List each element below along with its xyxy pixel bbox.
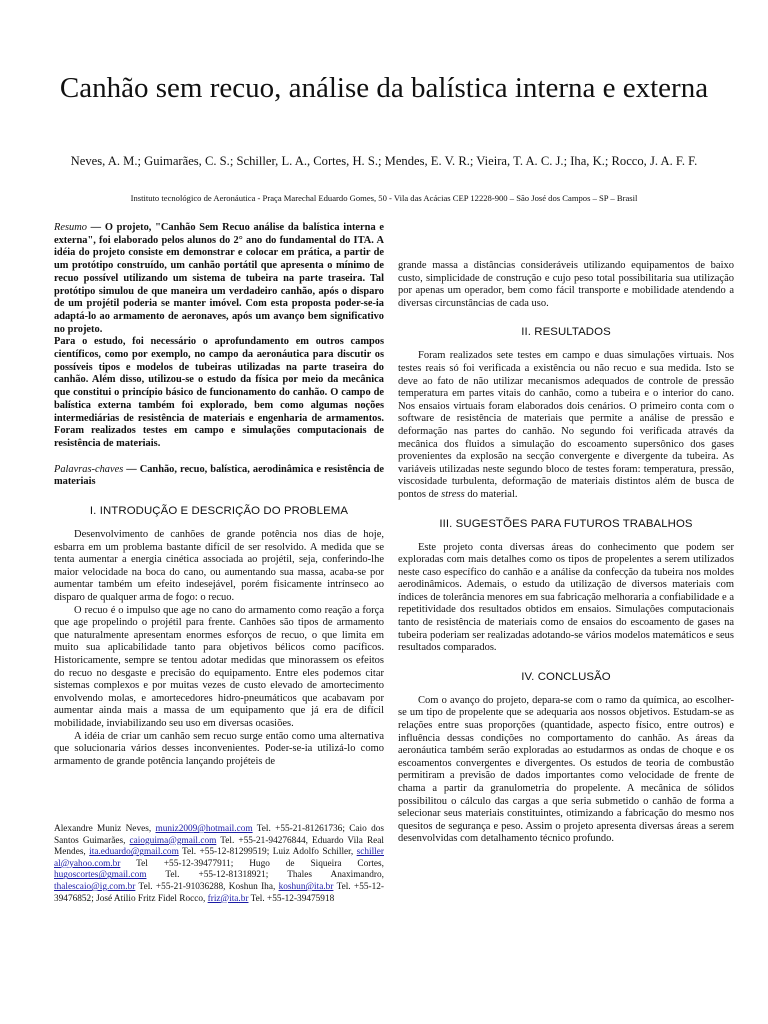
email-link[interactable]: thalescaio@ig.com.br: [54, 881, 136, 892]
abstract-paragraph-2: Para o estudo, foi necessário o aprofundamento em outros campos científicos, como por exemplo, no campo da aeronáutica para discutir os possíveis tipos e modelos de tubeiras utilizadas na parte traseira do canhão. Além disso, utilizou-se o estudo da física por meio da mecânica que constitui o princípio básico de funcionamento do canhão. O campo de balística externa também foi explorado, bem como algumas noções intermediárias de resistência de materiais e engenharia de armamentos. Foram realizados testes em campo e simulações computacionais de resistência de materiais.: [54, 336, 384, 449]
results-text: Foram realizados sete testes em campo e duas simulações virtuais. Nos testes reais só foi verificada a existência ou não recuo e sua medida. Isto se deve ao fato de não utilizar mecanismos adequados de controle de pressão temperatura em partes vitais do canhão, como a tubeira e o interior do cano. Nos ensaios virtuais foram elaborados dois cenários. O primeiro conta com o software de resistência de materiais que permite a análise de pressão e deformação nas partes do canhão. No segundo foi verificada através da mecânica dos fluidos a simulação do escoamento supersônico dos gases provenientes da explosão na secção convergente e divergente da tubeira. As variáveis utilizadas neste segundo bloco de testes foram: temperatura, pressão, viscosidade turbulenta, deformação de materiais distintos além de busca de pontos de: [398, 350, 734, 500]
introduction-paragraph-3-continued: grande massa a distâncias consideráveis utilizando equipamentos de baixo custo, simplicidade de construção e cujo peso total possibilitaria sua utilização por apenas um operador, bem como fácil transporte e mobilidade atendendo a diversas circunstâncias de cada uso.: [398, 260, 734, 309]
introduction-paragraph-3: A idéia de criar um canhão sem recuo surge então como uma alternativa que solucionaria vários desses inconvenientes. Poder-se-ia utilizá-lo como armamento de grande potência lançando projéteis de: [54, 730, 384, 767]
keywords: [54, 464, 384, 489]
abstract-lead: Resumo: [54, 222, 87, 233]
footnote-text: Alexandre Muniz Neves,: [54, 824, 156, 834]
footnote-text: Tel. +55-12-81318921; Thales Anaximandro,: [146, 870, 384, 881]
footnote-text: Tel +55-12-39477911; Hugo de Siqueira Cortes,: [120, 858, 384, 869]
email-link[interactable]: hugoscortes@gmail.com: [54, 870, 147, 881]
results-text-end: do material.: [464, 488, 518, 500]
introduction-body: [54, 529, 384, 768]
results-emphasis: stress: [441, 488, 465, 500]
abstract-paragraph-1: [54, 222, 384, 336]
footnote-text: Tel. +55-12-39475918: [248, 893, 335, 904]
introduction-paragraph-1: Desenvolvimento de canhões de grande potência nos dias de hoje, esbarra em um problema bastante difícil de ser resolvido. A medida que se tenta aumentar a energia cinética associada ao projétil, seja, conferindo-lhe maior velocidade na boca do cano, ou aumentando sua massa, acaba-se por aumentar também um efeito indesejável, porém fisicamente intrínseco ao disparo de qualquer arma de fogo: o recuo.: [54, 529, 384, 604]
email-link[interactable]: ita.eduardo@gmail.com: [89, 847, 179, 858]
section-heading-conclusion: IV. CONCLUSÃO: [521, 670, 611, 683]
conclusion-paragraph-1: Com o avanço do projeto, depara-se com o ramo da química, ao escolher-se um tipo de propelente que se adequaria aos nossos objetivos. Estudam-se as relações entre suas proporções (quantidade, aspecto físico, entre outros) e influência dessas condições no comportamento do canhão. As áreas da aeronáutica também serão exploradas ao estudarmos as ondas de choque e os escoamentos convergentes e divergentes. Os estudos de teoria de combustão permitiram a previsão de dados importantes como velocidade de frente de chama a partir da granulometria do propelente. A mecânica de sólidos possibilitou o cálculo das cargas a que seria submetido o canhão de forma a selecionar seus materiais constituintes, otimizando a fabricação do mesmo nos quesitos de segurança e peso. Assim o projeto apresenta diversas áreas a serem desenvolvidas com detalhamento técnico profundo.: [398, 694, 734, 845]
email-link[interactable]: friz@ita.br: [207, 893, 249, 904]
future-work-body: [398, 542, 734, 655]
footnote-text: Tel. +55-12-39476852; José Atilio Fritz Fidel Rocco,: [54, 881, 384, 904]
section-heading-future-work: III. SUGESTÕES PARA FUTUROS TRABALHOS: [439, 517, 693, 530]
email-link[interactable]: schiller al@yahoo.com.br: [54, 847, 384, 869]
paper-title: Canhão sem recuo, análise da balística interna e externa: [59, 72, 709, 104]
author-list: Neves, A. M.; Guimarães, C. S.; Schiller, L. A., Cortes, H. S.; Mendes, E. V. R.; Vieira, T. A. C. J.; Iha, K.; Rocco, J. A. F. F.: [70, 154, 698, 168]
results-paragraph-1: [398, 350, 734, 501]
introduction-continuation: [398, 260, 734, 310]
email-link[interactable]: koshun@ita.br: [278, 881, 334, 892]
keywords-text: — Canhão, recuo, balística, aerodinâmica e resistência de materiais: [54, 463, 384, 488]
section-heading-introduction: I. INTRODUÇÃO E DESCRIÇÃO DO PROBLEMA: [89, 505, 349, 518]
keywords-lead: Palavras-chaves: [54, 463, 124, 475]
future-work-paragraph-1: Este projeto conta diversas áreas do conhecimento que podem ser exploradas com mais detalhes como os tipos de propelentes a serem utilizados neste caso específico do canhão e a análise da confecção da tubeira nos moldes aerodinâmicos. Ademais, o estudo da utilização de diversos materiais com índices de tolerância menores em sua fabricação melhoraria a confiabilidade e a repetitividade dos resultados obtidos em ensaios. Simulações computacionais tanto de resistência de materiais como de ensaios do escoamento de gases na tubeira poderiam ser realizadas adotando-se vários modelos matemáticos e seus resultados comparados.: [398, 541, 734, 654]
email-link[interactable]: caioguima@gmail.com: [129, 835, 217, 846]
footnote-text: Tel. +55-21-94276844, Eduardo Vila Real Mendes,: [54, 835, 384, 858]
affiliation: Instituto tecnológico de Aeronáutica - Praça Marechal Eduardo Gomes, 50 - Vila das Acácias CEP 12228-900 – São José dos Campos – SP – Brasil: [130, 193, 638, 203]
email-link[interactable]: muniz2009@hotmail.com: [155, 824, 253, 834]
footnote-text: Tel. +55-21-91036288, Koshun Iha,: [135, 881, 279, 892]
footnote-text: Tel. +55-12-81299519; Luiz Adolfo Schiller,: [178, 847, 357, 858]
conclusion-body: [398, 695, 734, 846]
left-column: [54, 222, 384, 768]
abstract-text-1: — O projeto, "Canhão Sem Recuo análise da balística interna e externa", foi elaborado pelos alunos do 2° ano do fundamental do ITA. A idéia do projeto consiste em demonstrar e colocar em prática, a partir de um protótipo construído, um canhão portátil que apresenta o mínimo de recuo possível utilizando um sistema de tubeira na parte traseira. Tal protótipo simulou de que maneira um verdadeiro canhão, após o disparo de um projétil poderia se manter imóvel. Com esta proposta poder-se-ia adaptá-lo ao armamento de aeronaves, após um avanço bem significativo no projeto.: [54, 222, 384, 335]
footnote-text: Tel. +55-21-81261736; Caio dos Santos Guimarães,: [54, 824, 384, 846]
introduction-paragraph-2: O recuo é o impulso que age no cano do armamento como reação a força que age propelindo o projétil para frente. Canhões são tipos de armamento que naturalmente apresentam enormes esforços de recuo, o que limita em muito sua aplicabilidade tanto para objetivos bélicos como pacíficos. Historicamente, sempre se tentou adotar medidas que minorassem os efeitos do recuo no desgaste e precisão do equipamento. Entre eles podemos citar sistemas complexos e por muitas vezes de custo elevado de amortecimento envolvendo molas, e amortecedores hidro-pneumáticos que acabavam por aumentar ainda mais a massa de um equipamento que já era de difícil mobilidade, inviabilizando seu uso em diversas ocasiões.: [54, 604, 384, 729]
section-heading-results: II. RESULTADOS: [521, 326, 611, 339]
author-contact-footnote: [54, 824, 384, 905]
right-column: [398, 260, 734, 846]
results-body: [398, 350, 734, 501]
